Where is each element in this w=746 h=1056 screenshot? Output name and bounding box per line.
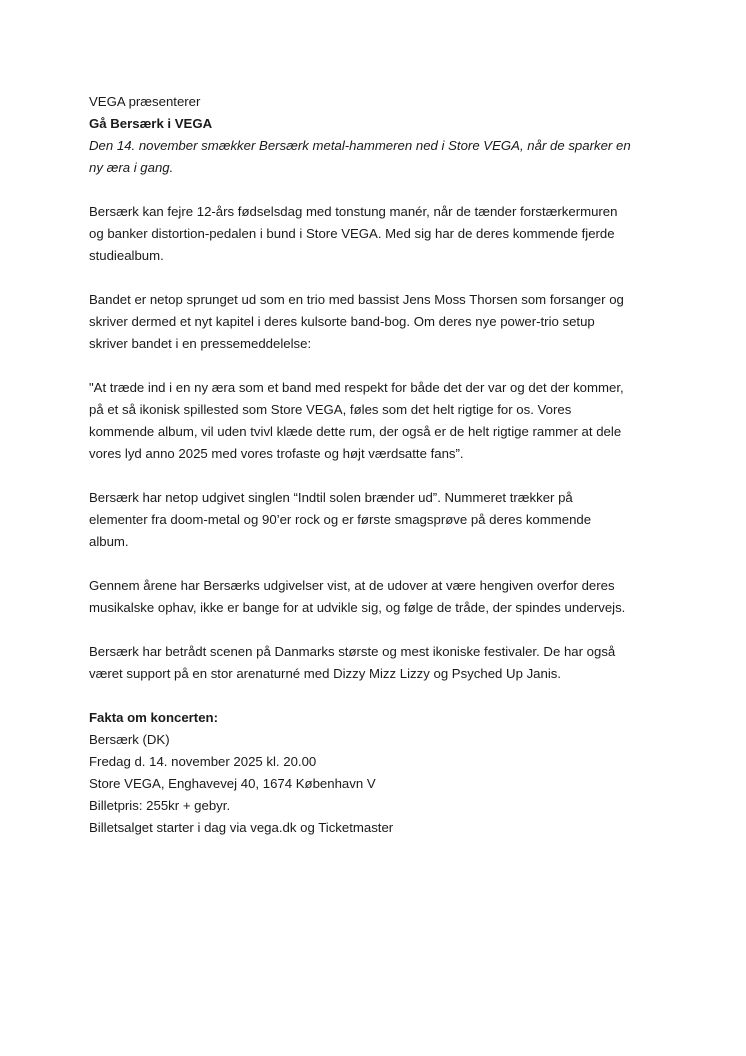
fact-artist: Bersærk (DK) <box>89 732 170 747</box>
fact-venue: Store VEGA, Enghavevej 40, 1674 København V <box>89 776 376 791</box>
facts-heading: Fakta om koncerten: <box>89 710 218 725</box>
paragraph-line: Bersærk har netop udgivet singlen “Indtil solen brænder ud”. Nummeret trækker på <box>89 490 573 505</box>
paragraph-line: elementer fra doom-metal og 90’er rock og er første smagsprøve på deres kommende <box>89 512 592 527</box>
paragraph-line: skriver dermed et nyt kapitel i deres kulsorte band-bog. Om deres nye power-trio setup <box>89 314 595 329</box>
paragraph-line: studiealbum. <box>89 248 164 263</box>
paragraph-festivals <box>89 641 669 685</box>
fact-ticket-sale: Billetsalget starter i dag via vega.dk og Ticketmaster <box>89 820 394 835</box>
facts-block <box>89 707 669 839</box>
paragraph-releases <box>89 575 669 619</box>
fact-date: Fredag d. 14. november 2025 kl. 20.00 <box>89 754 317 769</box>
paragraph-line: på et så ikonisk spillested som Store VEGA, føles som det helt rigtige for os. Vores <box>89 402 572 417</box>
paragraph-line: været support på en stor arenaturné med Dizzy Mizz Lizzy og Psyched Up Janis. <box>89 666 562 681</box>
paragraph-line: Bersærk kan fejre 12-års fødselsdag med tonstung manér, når de tænder forstærkermuren <box>89 204 618 219</box>
paragraph-line: skriver bandet i en pressemeddelelse: <box>89 336 312 351</box>
intro-block <box>89 91 669 179</box>
paragraph-line: og banker distortion-pedalen i bund i Store VEGA. Med sig har de deres kommende fjerde <box>89 226 615 241</box>
paragraph-single <box>89 487 669 553</box>
subheadline-line: Den 14. november smækker Bersærk metal-hammeren ned i Store VEGA, når de sparker en <box>89 138 631 153</box>
presenter-line: VEGA præsenterer <box>89 94 201 109</box>
fact-price: Billetpris: 255kr + gebyr. <box>89 798 231 813</box>
paragraph-line: kommende album, vil uden tvivl klæde dette rum, der også er de helt rigtige rammer at dele <box>89 424 622 439</box>
paragraph-line: vores lyd anno 2025 med vores trofaste og højt værdsatte fans”. <box>89 446 464 461</box>
press-release-body <box>89 91 669 861</box>
paragraph-quote <box>89 377 669 465</box>
paragraph-trio <box>89 289 669 355</box>
headline: Gå Bersærk i VEGA <box>89 116 213 131</box>
paragraph-line: Bersærk har betrådt scenen på Danmarks største og mest ikoniske festivaler. De har også <box>89 644 616 659</box>
paragraph-line: Gennem årene har Bersærks udgivelser vist, at de udover at være hengiven overfor deres <box>89 578 615 593</box>
paragraph-line: Bandet er netop sprunget ud som en trio med bassist Jens Moss Thorsen som forsanger og <box>89 292 624 307</box>
subheadline-line: ny æra i gang. <box>89 160 174 175</box>
paragraph-line: "At træde ind i en ny æra som et band med respekt for både det der var og det der kommer, <box>89 380 624 395</box>
paragraph-line: musikalske ophav, ikke er bange for at udvikle sig, og følge de tråde, der spindes undervejs. <box>89 600 626 615</box>
paragraph-line: album. <box>89 534 129 549</box>
paragraph-anniversary <box>89 201 669 267</box>
